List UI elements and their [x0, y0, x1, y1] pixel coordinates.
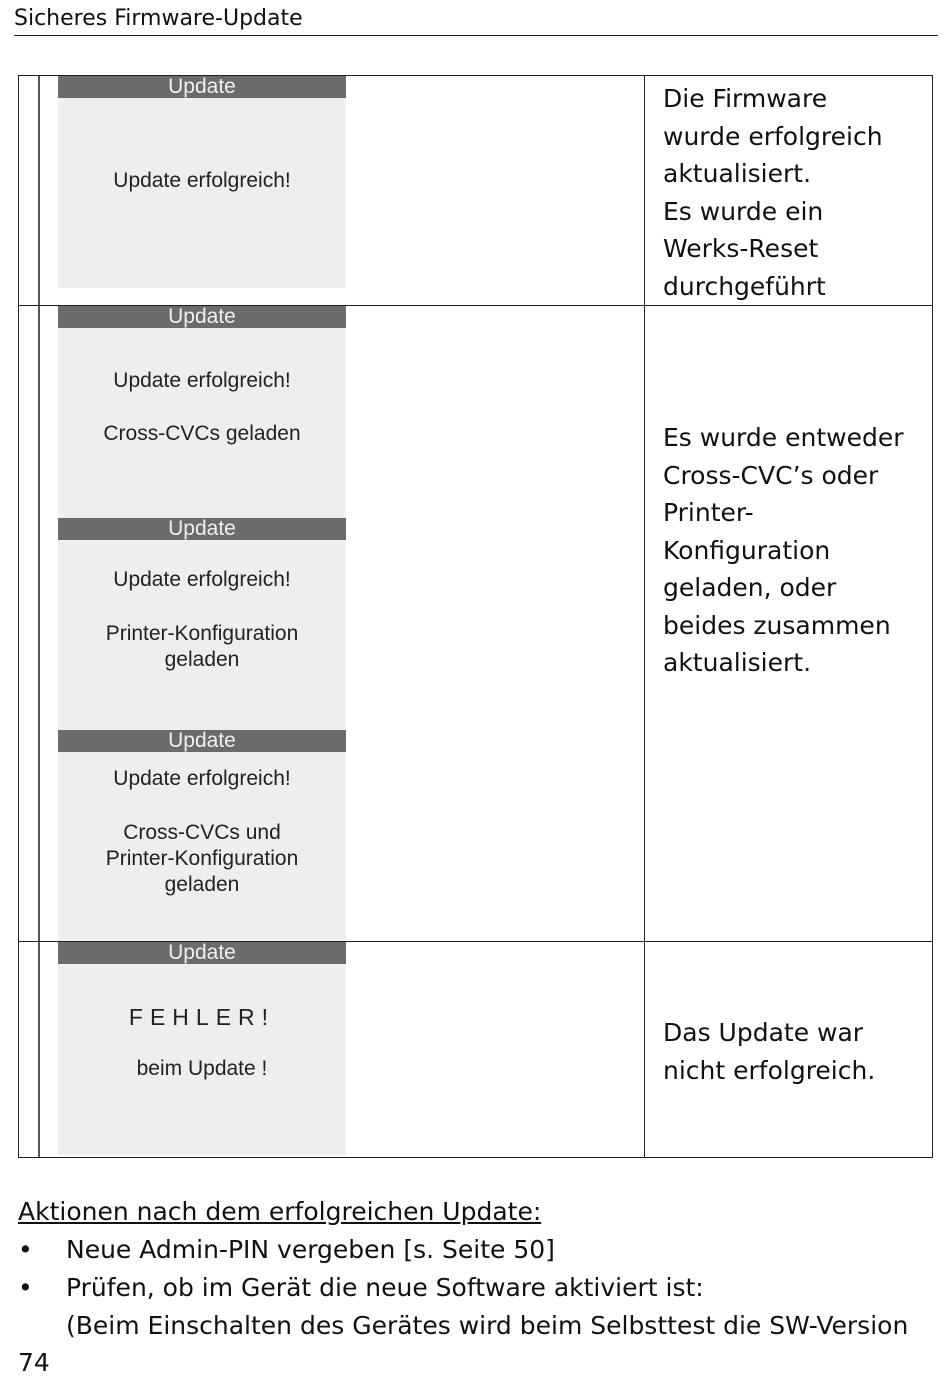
actions-list — [18, 1231, 933, 1345]
description-line: Werks-Reset — [663, 234, 819, 263]
description-line: Das Update war — [663, 1018, 864, 1047]
list-item — [18, 1231, 933, 1269]
screen-title-bar: Update — [58, 942, 346, 964]
description-line: Es wurde entweder — [663, 423, 904, 453]
screen-message: Update erfolgreich! — [113, 767, 291, 790]
page-header: Sicheres Firmware-Update — [14, 6, 938, 36]
screen-message: Cross-CVCs und — [123, 821, 281, 844]
bullet: • — [18, 1235, 33, 1264]
screen-cell — [19, 76, 645, 306]
list-item — [18, 1269, 933, 1345]
screen-message: Printer-Konfiguration — [105, 847, 299, 870]
description-cell — [645, 306, 933, 942]
display-screen — [58, 518, 346, 730]
description-line: Die Firmware — [663, 84, 828, 113]
screen-message: Update erfolgreich! — [113, 369, 291, 392]
screen-message: geladen — [164, 648, 240, 671]
description-line: beides zusammen — [663, 610, 891, 640]
screen-title-bar: Update — [58, 306, 346, 328]
divider — [38, 942, 40, 1157]
description-line: Es wurde ein — [663, 196, 824, 226]
description-line: Cross-CVC’s oder — [663, 460, 879, 490]
screen-message: Cross-CVCs geladen — [103, 422, 301, 445]
divider — [38, 76, 40, 305]
divider — [38, 306, 40, 941]
screen-message: geladen — [164, 873, 240, 896]
display-screen — [58, 306, 346, 518]
description-line: aktualisiert. — [663, 159, 812, 188]
page-number: 74 — [18, 1348, 50, 1377]
description-line: aktualisiert. — [663, 648, 812, 678]
error-message: FEHLER! — [128, 1004, 276, 1030]
list-item-text: (Beim Einschalten des Gerätes wird beim Selbsttest die SW-Version — [66, 1311, 909, 1340]
screen-title-bar: Update — [58, 730, 346, 752]
screen-title-bar: Update — [58, 76, 346, 98]
description-line: Konfiguration — [663, 535, 831, 565]
screen-cell — [19, 306, 645, 942]
table-row — [19, 942, 933, 1158]
update-status-table — [18, 75, 933, 1158]
screen-message: Printer-Konfiguration — [105, 622, 299, 645]
description-line: durchgeführt — [663, 271, 826, 301]
description-line: geladen, oder — [663, 573, 837, 603]
description-line: wurde erfolgreich — [663, 121, 883, 151]
list-item-text: Neue Admin-PIN vergeben [s. Seite 50] — [66, 1235, 555, 1264]
display-screen — [58, 76, 346, 288]
screen-message: Update erfolgreich! — [113, 568, 291, 591]
display-screen — [58, 942, 346, 1155]
screen-message: beim Update ! — [136, 1057, 268, 1080]
actions-title: Aktionen nach dem erfolgreichen Update: — [18, 1197, 542, 1226]
list-item-text: Prüfen, ob im Gerät die neue Software aktiviert ist: — [66, 1273, 704, 1302]
description-cell — [645, 76, 933, 306]
actions-section — [18, 1193, 933, 1345]
display-screen — [58, 730, 346, 941]
screen-title-bar: Update — [58, 518, 346, 540]
description-line: nicht erfolgreich. — [663, 1055, 876, 1085]
bullet: • — [18, 1273, 33, 1302]
screen-message: Update erfolgreich! — [113, 169, 291, 192]
description-line: Printer- — [663, 498, 754, 528]
table-row — [19, 76, 933, 306]
screen-cell — [19, 942, 645, 1158]
description-cell — [645, 942, 933, 1158]
table-row — [19, 306, 933, 942]
